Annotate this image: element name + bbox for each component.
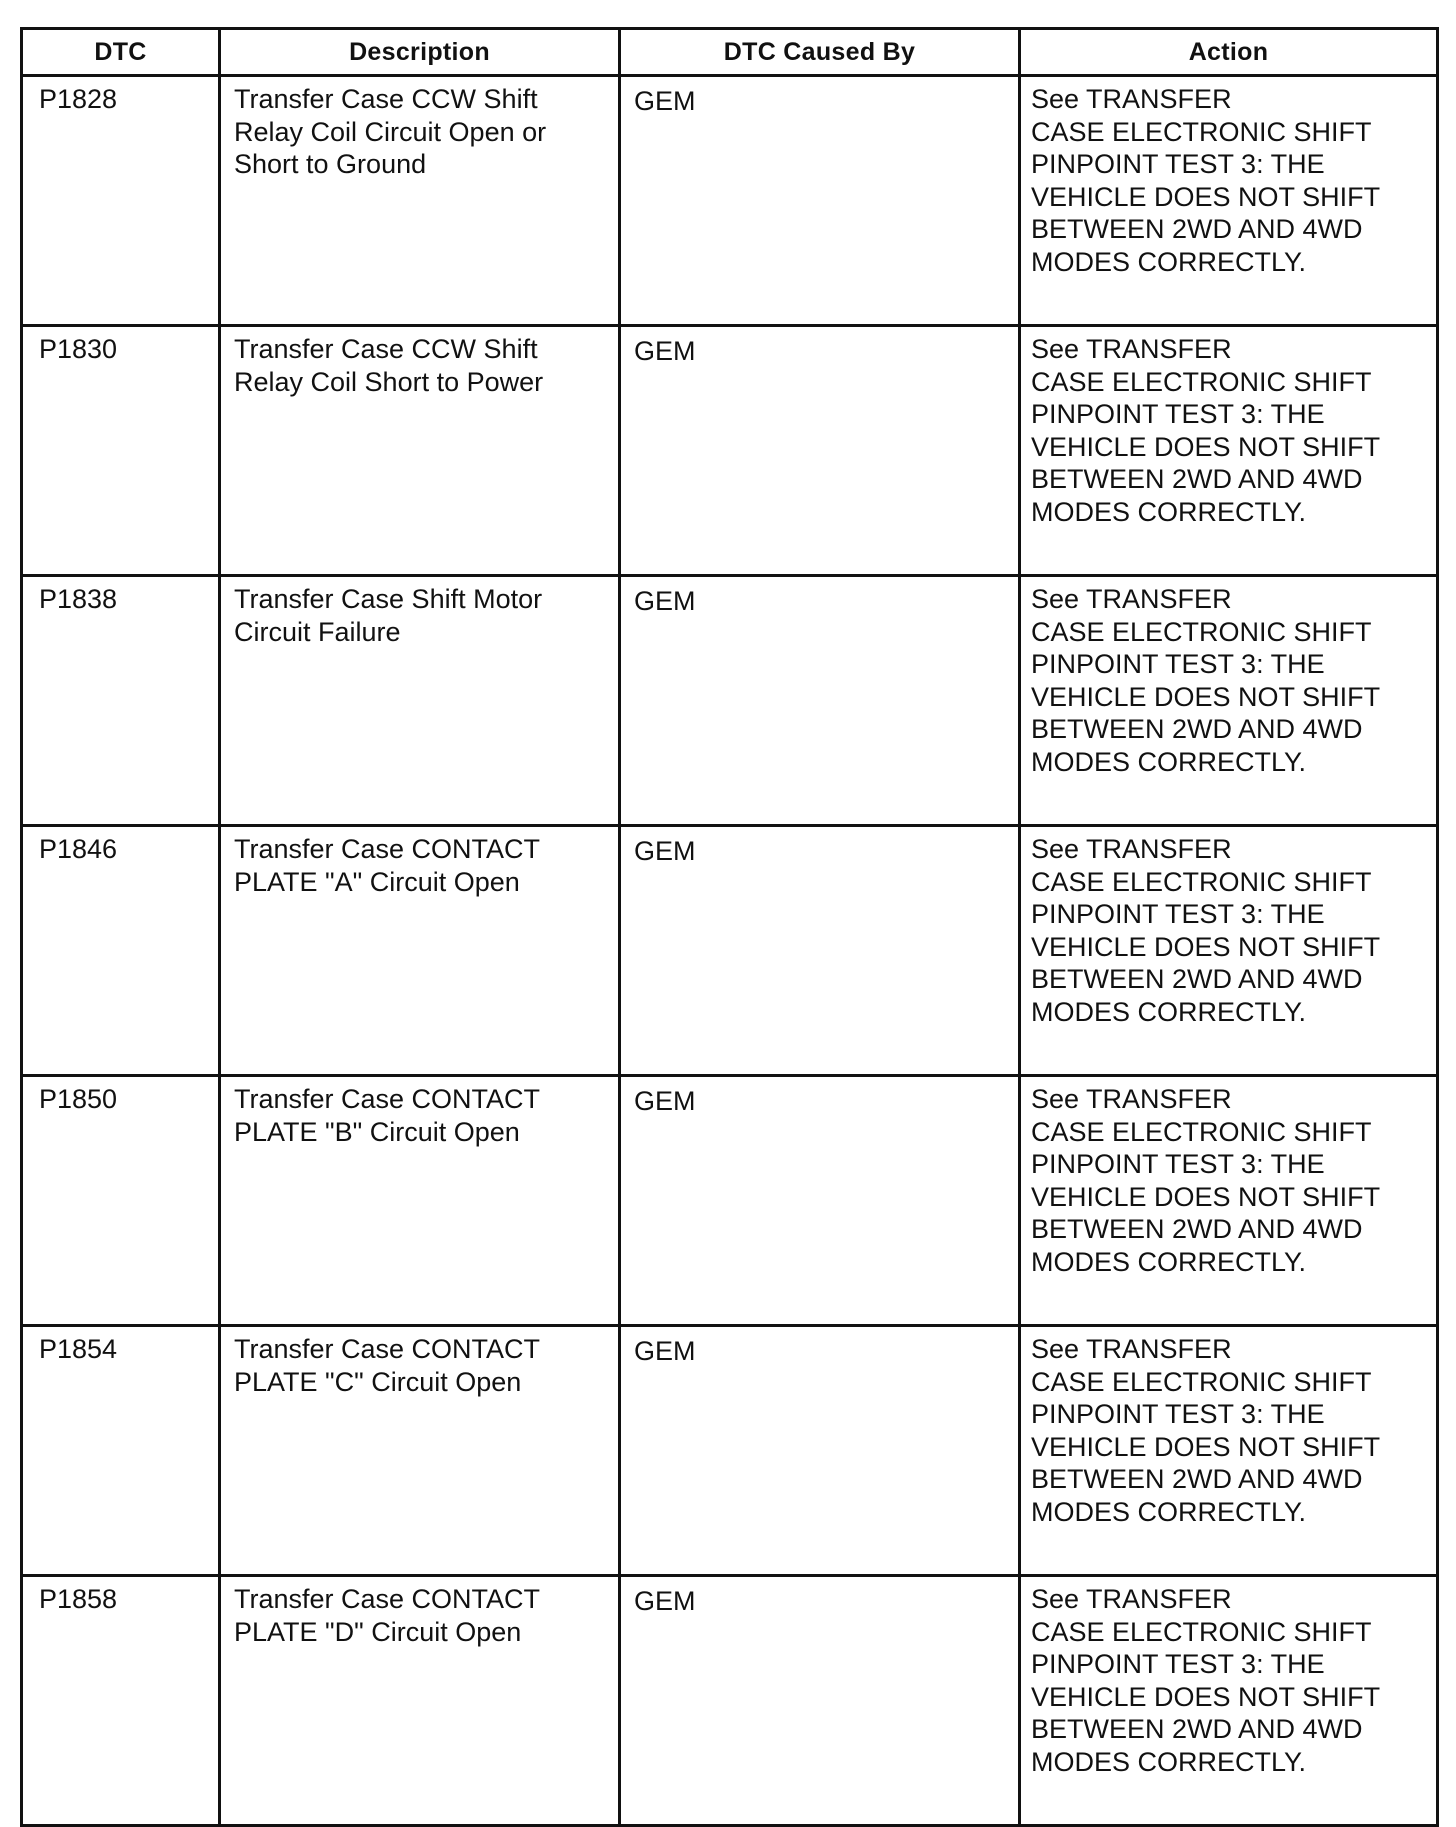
- action-line: PINPOINT TEST 3: THE: [1031, 1649, 1325, 1679]
- dtc-description: Transfer Case CONTACT PLATE "C" Circuit Open: [220, 1326, 620, 1576]
- dtc-description: Transfer Case CCW Shift Relay Coil Circuit Open or Short to Ground: [220, 76, 620, 326]
- dtc-table: [20, 27, 1439, 1827]
- dtc-action: [1020, 826, 1438, 1076]
- dtc-description: Transfer Case CONTACT PLATE "B" Circuit Open: [220, 1076, 620, 1326]
- action-line: PINPOINT TEST 3: THE: [1031, 1399, 1325, 1429]
- dtc-caused-by: GEM: [620, 1076, 1020, 1326]
- action-line: See TRANSFER: [1031, 84, 1232, 114]
- dtc-description: Transfer Case CCW Shift Relay Coil Short to Power: [220, 326, 620, 576]
- action-line: CASE ELECTRONIC SHIFT: [1031, 616, 1372, 647]
- action-line: MODES CORRECTLY.: [1031, 996, 1307, 1027]
- dtc-caused-by: GEM: [620, 76, 1020, 326]
- table-row: [22, 76, 1438, 326]
- dtc-code: P1830: [22, 326, 220, 576]
- table-row: [22, 1326, 1438, 1576]
- action-line: MODES CORRECTLY.: [1031, 746, 1307, 777]
- action-line: CASE ELECTRONIC SHIFT: [1031, 1116, 1372, 1147]
- header-action: Action: [1020, 29, 1438, 76]
- table-row: [22, 1076, 1438, 1326]
- header-row: [22, 29, 1438, 76]
- table-row: [22, 576, 1438, 826]
- dtc-code: P1858: [22, 1576, 220, 1826]
- action-line: CASE ELECTRONIC SHIFT: [1031, 1616, 1372, 1647]
- action-line: See TRANSFER: [1031, 584, 1232, 614]
- action-line: PINPOINT TEST 3: THE: [1031, 899, 1325, 929]
- action-line: BETWEEN 2WD AND 4WD: [1031, 964, 1363, 994]
- action-line: PINPOINT TEST 3: THE: [1031, 399, 1325, 429]
- action-line: PINPOINT TEST 3: THE: [1031, 1149, 1325, 1179]
- action-line: CASE ELECTRONIC SHIFT: [1031, 866, 1372, 897]
- dtc-code: P1854: [22, 1326, 220, 1576]
- action-line: MODES CORRECTLY.: [1031, 1746, 1307, 1777]
- dtc-caused-by: GEM: [620, 1326, 1020, 1576]
- action-line: MODES CORRECTLY.: [1031, 1246, 1307, 1277]
- header-dtc: DTC: [22, 29, 220, 76]
- table-header: [22, 29, 1438, 76]
- table-row: [22, 826, 1438, 1076]
- dtc-code: P1846: [22, 826, 220, 1076]
- action-line: BETWEEN 2WD AND 4WD: [1031, 1464, 1363, 1494]
- action-line: VEHICLE DOES NOT SHIFT: [1031, 1181, 1381, 1212]
- header-caused-by: DTC Caused By: [620, 29, 1020, 76]
- action-line: See TRANSFER: [1031, 334, 1232, 364]
- action-line: BETWEEN 2WD AND 4WD: [1031, 464, 1363, 494]
- action-line: VEHICLE DOES NOT SHIFT: [1031, 431, 1381, 462]
- action-line: BETWEEN 2WD AND 4WD: [1031, 1714, 1363, 1744]
- action-line: VEHICLE DOES NOT SHIFT: [1031, 1431, 1381, 1462]
- dtc-code: P1838: [22, 576, 220, 826]
- dtc-action: [1020, 326, 1438, 576]
- action-line: MODES CORRECTLY.: [1031, 496, 1307, 527]
- table-row: [22, 326, 1438, 576]
- dtc-code: P1850: [22, 1076, 220, 1326]
- dtc-action: [1020, 76, 1438, 326]
- dtc-description: Transfer Case CONTACT PLATE "A" Circuit Open: [220, 826, 620, 1076]
- dtc-caused-by: GEM: [620, 326, 1020, 576]
- dtc-caused-by: GEM: [620, 1576, 1020, 1826]
- dtc-description: Transfer Case Shift Motor Circuit Failure: [220, 576, 620, 826]
- action-line: MODES CORRECTLY.: [1031, 1496, 1307, 1527]
- action-line: MODES CORRECTLY.: [1031, 246, 1307, 277]
- action-line: BETWEEN 2WD AND 4WD: [1031, 714, 1363, 744]
- action-line: VEHICLE DOES NOT SHIFT: [1031, 1681, 1381, 1712]
- dtc-caused-by: GEM: [620, 826, 1020, 1076]
- action-line: See TRANSFER: [1031, 1334, 1232, 1364]
- action-line: CASE ELECTRONIC SHIFT: [1031, 116, 1372, 147]
- action-line: See TRANSFER: [1031, 1584, 1232, 1614]
- table-row: [22, 1576, 1438, 1826]
- action-line: See TRANSFER: [1031, 834, 1232, 864]
- action-line: BETWEEN 2WD AND 4WD: [1031, 1214, 1363, 1244]
- action-line: See TRANSFER: [1031, 1084, 1232, 1114]
- dtc-code: P1828: [22, 76, 220, 326]
- dtc-action: [1020, 1326, 1438, 1576]
- dtc-description: Transfer Case CONTACT PLATE "D" Circuit Open: [220, 1576, 620, 1826]
- action-line: PINPOINT TEST 3: THE: [1031, 649, 1325, 679]
- dtc-action: [1020, 1576, 1438, 1826]
- action-line: BETWEEN 2WD AND 4WD: [1031, 214, 1363, 244]
- action-line: CASE ELECTRONIC SHIFT: [1031, 1366, 1372, 1397]
- table-body: [22, 76, 1438, 1826]
- header-description: Description: [220, 29, 620, 76]
- action-line: CASE ELECTRONIC SHIFT: [1031, 366, 1372, 397]
- action-line: VEHICLE DOES NOT SHIFT: [1031, 181, 1381, 212]
- action-line: PINPOINT TEST 3: THE: [1031, 149, 1325, 179]
- dtc-action: [1020, 576, 1438, 826]
- action-line: VEHICLE DOES NOT SHIFT: [1031, 931, 1381, 962]
- dtc-caused-by: GEM: [620, 576, 1020, 826]
- dtc-action: [1020, 1076, 1438, 1326]
- action-line: VEHICLE DOES NOT SHIFT: [1031, 681, 1381, 712]
